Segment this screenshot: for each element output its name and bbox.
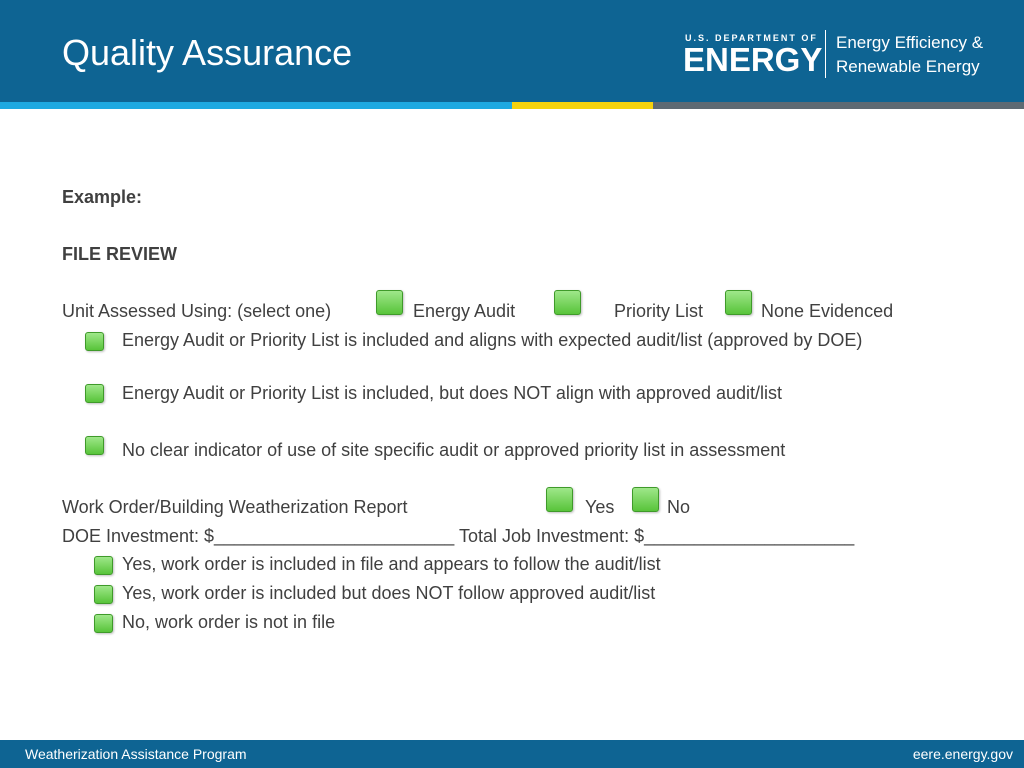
priority-list-option-label: Priority List bbox=[614, 301, 704, 321]
audit-not-aligned-checkbox[interactable] bbox=[85, 384, 104, 403]
work-order-follows-checkbox[interactable] bbox=[94, 556, 113, 575]
logo-divider bbox=[825, 30, 826, 78]
example-label: Example: bbox=[62, 187, 143, 207]
accent-stripe-yellow bbox=[512, 102, 653, 109]
eere-logo-line-2: Renewable Energy bbox=[836, 57, 980, 76]
work-order-not-follow-label: Yes, work order is included but does NOT follow approved audit/list bbox=[122, 583, 656, 603]
work-order-no-checkbox[interactable] bbox=[632, 487, 659, 512]
work-order-yes-label: Yes bbox=[585, 497, 615, 517]
energy-audit-checkbox[interactable] bbox=[376, 290, 403, 315]
accent-stripe-blue bbox=[0, 102, 512, 109]
accent-stripe-gray bbox=[653, 102, 1024, 109]
slide-title: Quality Assurance bbox=[62, 32, 353, 73]
none-evidenced-checkbox[interactable] bbox=[725, 290, 752, 315]
audit-not-aligned-label: Energy Audit or Priority List is included, but does NOT align with approved audit/list bbox=[122, 383, 783, 403]
footer-website: eere.energy.gov bbox=[912, 746, 1013, 762]
no-clear-indicator-checkbox[interactable] bbox=[85, 436, 104, 455]
work-order-label: Work Order/Building Weatherization Report bbox=[62, 497, 408, 517]
work-order-no-label: No bbox=[667, 497, 691, 517]
work-order-missing-label: No, work order is not in file bbox=[122, 612, 336, 632]
eere-logo-line-1: Energy Efficiency & bbox=[836, 33, 984, 52]
unit-assessed-label: Unit Assessed Using: (select one) bbox=[62, 301, 332, 321]
header-bar bbox=[0, 0, 1024, 102]
work-order-missing-checkbox[interactable] bbox=[94, 614, 113, 633]
no-clear-indicator-label: No clear indicator of use of site specific audit or approved priority list in assessment bbox=[122, 440, 786, 460]
work-order-yes-checkbox[interactable] bbox=[546, 487, 573, 512]
none-evidenced-option-label: None Evidenced bbox=[761, 301, 894, 321]
priority-list-checkbox[interactable] bbox=[554, 290, 581, 315]
section-title: FILE REVIEW bbox=[62, 244, 178, 264]
doe-logo-small-text: U.S. DEPARTMENT OF bbox=[685, 33, 818, 43]
work-order-not-follow-checkbox[interactable] bbox=[94, 585, 113, 604]
audit-aligns-label: Energy Audit or Priority List is included and aligns with expected audit/list (approved by DOE) bbox=[122, 330, 863, 350]
footer-program-name: Weatherization Assistance Program bbox=[25, 746, 247, 762]
investment-line: DOE Investment: $________________________ Total Job Investment: $_____________________ bbox=[62, 526, 855, 546]
audit-aligns-checkbox[interactable] bbox=[85, 332, 104, 351]
footer-bar bbox=[0, 740, 1024, 768]
energy-audit-option-label: Energy Audit bbox=[413, 301, 516, 321]
work-order-follows-label: Yes, work order is included in file and appears to follow the audit/list bbox=[122, 554, 661, 574]
doe-logo-wordmark: ENERGY bbox=[683, 41, 823, 78]
